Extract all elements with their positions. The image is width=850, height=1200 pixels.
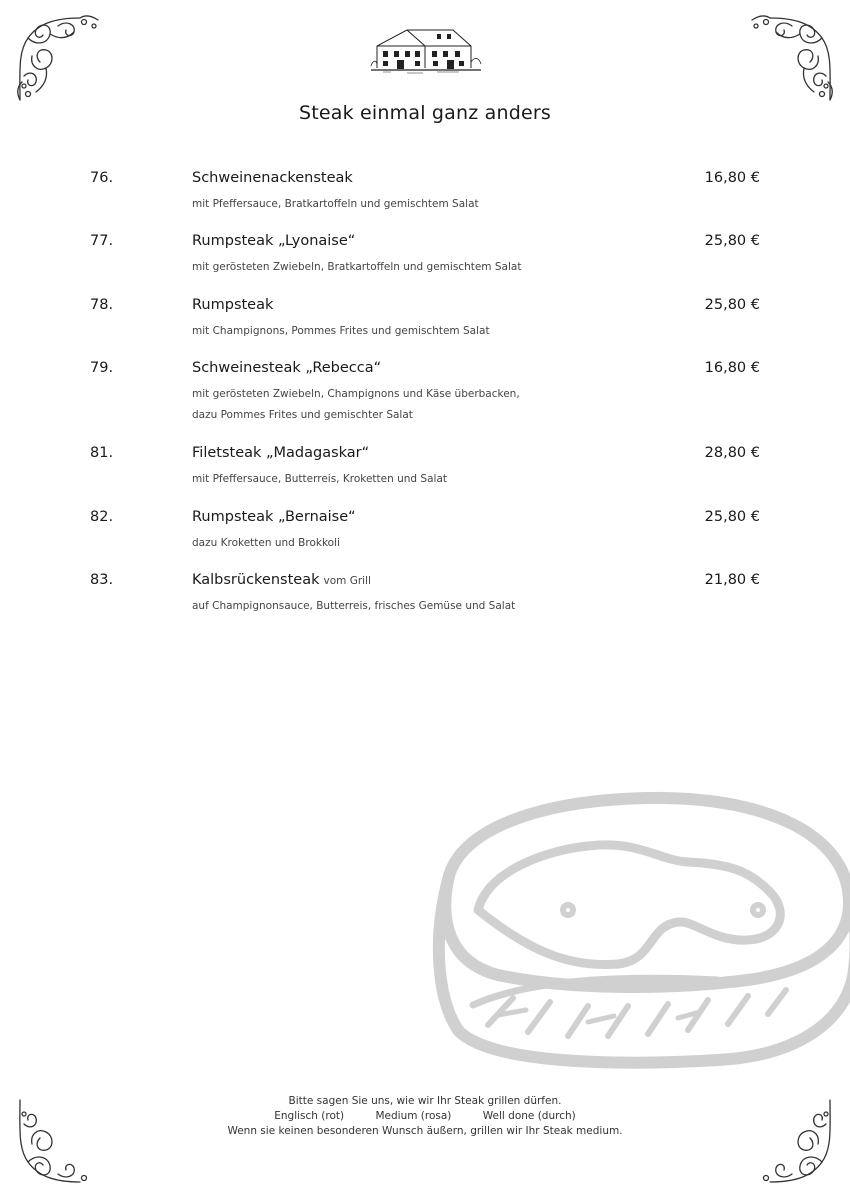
item-number: 77. [90,233,114,249]
item-name: Filetsteak „Madagaskar“ [192,445,370,461]
page-title: Steak einmal ganz anders [298,102,552,124]
item-name: Schweinesteak „Rebecca“ [192,360,382,376]
item-description: mit Pfeffersauce, Bratkartoffeln und gemischtem Salat [192,198,479,210]
item-number: 78. [90,297,114,313]
item-number: 79. [90,360,114,376]
footer-line: Bitte sagen Sie uns, wie wir Ihr Steak grillen dürfen. [288,1095,562,1107]
footer-note [0,1094,850,1139]
corner-ornament-top-right [744,12,836,104]
item-name: Rumpsteak „Bernaise“ [192,509,356,525]
building-sketch [367,18,485,78]
footer-line: Wenn sie keinen besonderen Wunsch äußern, grillen wir Ihr Steak medium. [227,1125,623,1137]
item-price: 25,80 € [704,297,760,313]
item-name: Schweinenackensteak [192,170,353,186]
item-description: mit gerösteten Zwiebeln, Champignons und Käse überbacken, dazu Pommes Frites und gemischter Salat [192,388,520,421]
doneness-options [0,1109,850,1124]
item-description: mit Pfeffersauce, Butterreis, Kroketten und Salat [192,473,447,485]
doneness-rare: Englisch (rot) [274,1110,345,1122]
item-price: 25,80 € [704,509,760,525]
item-price: 25,80 € [704,233,760,249]
item-price: 16,80 € [704,360,760,376]
steak-illustration [418,770,850,1070]
item-description: auf Champignonsauce, Butterreis, frisches Gemüse und Salat [192,600,516,612]
item-description: mit Champignons, Pommes Frites und gemischtem Salat [192,325,490,337]
item-name-suffix: vom Grill [323,575,371,587]
doneness-well-done: Well done (durch) [482,1110,576,1122]
item-name: Rumpsteak [192,297,274,313]
item-name: Rumpsteak „Lyonaise“ [192,233,356,249]
item-number: 81. [90,445,114,461]
item-number: 82. [90,509,114,525]
item-description: dazu Kroketten und Brokkoli [192,537,340,549]
item-price: 28,80 € [704,445,760,461]
doneness-medium: Medium (rosa) [375,1110,452,1122]
item-price: 21,80 € [704,572,760,588]
item-price: 16,80 € [704,170,760,186]
item-name: Kalbsrückensteak vom Grill [192,572,371,588]
corner-ornament-top-left [14,12,106,104]
item-number: 76. [90,170,114,186]
item-number: 83. [90,572,114,588]
item-description: mit gerösteten Zwiebeln, Bratkartoffeln und gemischtem Salat [192,261,522,273]
